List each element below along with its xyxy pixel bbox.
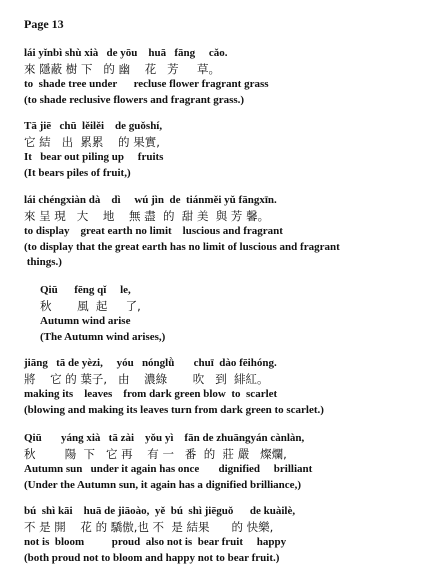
pinyin-line: Qiū yáng xià tā zài yǒu yì fān de zhuāngyán cànlàn, — [24, 432, 305, 444]
translation-line: (blowing and making its leaves turn from dark green to scarlet.) — [24, 403, 324, 416]
hanzi-line: 秋 陽 下 它 再 有 一 番 的 莊 嚴 燦爛, — [24, 446, 287, 461]
pinyin-line: lái yǐnbì shù xià de yōu huā fāng cǎo. — [24, 47, 228, 59]
pinyin-line: bú shì kāi huā de jiāoào, yě bú shì jiēguǒ de kuàilè, — [24, 505, 296, 517]
pinyin-line: Tā jiē chū lěilěi de guǒshí, — [24, 120, 163, 132]
stanza-1 — [24, 46, 269, 108]
translation-line: (to display that the great earth has no limit of luscious and fragrant — [24, 240, 340, 253]
hanzi-line: 它 結 出 累累 的 果實, — [24, 134, 160, 149]
stanza-4 — [40, 283, 165, 345]
literal-line: to shade tree under recluse flower fragrant grass — [24, 78, 269, 90]
literal-line: making its leaves from dark green blow to scarlet — [24, 388, 278, 400]
pinyin-line: Qiū fēng qǐ le, — [40, 284, 131, 296]
translation-line: (Under the Autumn sun, it again has a dignified brilliance,) — [24, 478, 301, 491]
stanza-7 — [24, 504, 295, 566]
page-title: Page 13 — [24, 17, 64, 31]
stanza-3 — [24, 193, 340, 271]
hanzi-line: 將 它 的 葉子, 由 濃綠 吹 到 緋紅。 — [24, 371, 269, 386]
hanzi-line: 來 呈 現 大 地 無 盡 的 甜 美 與 芳 馨。 — [24, 208, 270, 223]
translation-line: (It bears piles of fruit,) — [24, 166, 131, 179]
literal-line: It bear out piling up fruits — [24, 151, 164, 163]
literal-line: to display great earth no limit luscious and fragrant — [24, 225, 283, 237]
literal-line: Autumn sun under it again has once dignified brilliant — [24, 463, 313, 475]
stanza-5 — [24, 356, 324, 418]
hanzi-line: 秋 風 起 了, — [40, 298, 141, 313]
pinyin-line: lái chéngxiàn dà dì wú jìn de tiánměi yǔ fāngxīn. — [24, 194, 277, 206]
pinyin-line: jiāng tā de yèzi, yóu nónglǜ chuī dào fēihóng. — [24, 357, 277, 369]
stanza-6 — [24, 431, 312, 493]
translation-line: (The Autumn wind arises,) — [40, 330, 166, 343]
literal-line: Autumn wind arise — [40, 315, 131, 327]
literal-line: not is bloom proud also not is bear fruit happy — [24, 536, 287, 548]
translation-line: (both proud not to bloom and happy not to bear fruit.) — [24, 551, 280, 564]
translation-line: (to shade reclusive flowers and fragrant grass.) — [24, 93, 245, 106]
translation-line-continued: things.) — [24, 256, 62, 268]
hanzi-line: 來 隱蔽 樹 下 的 幽 花 芳 草。 — [24, 61, 220, 76]
hanzi-line: 不 是 開 花 的 驕傲,也 不 是 結果 的 快樂, — [24, 519, 274, 534]
stanza-2 — [24, 119, 163, 181]
